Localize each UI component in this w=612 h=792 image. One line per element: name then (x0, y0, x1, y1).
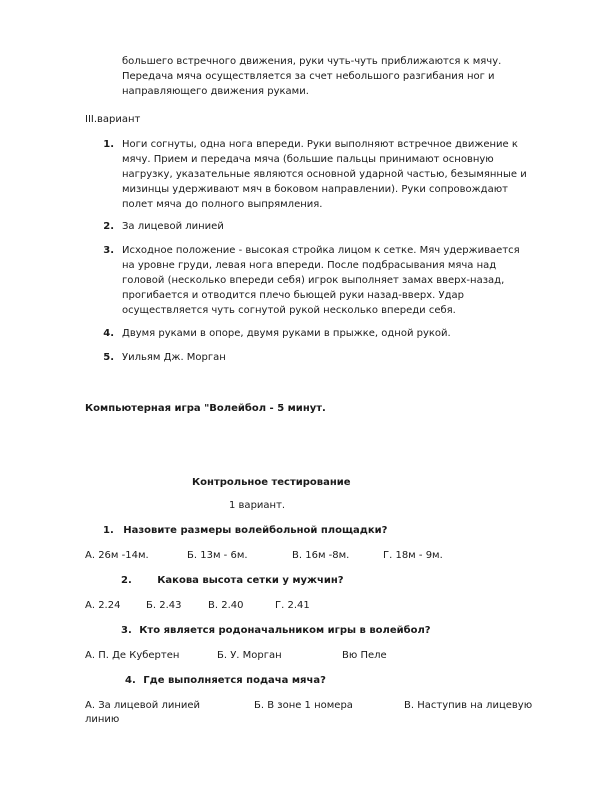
answer-number: 2. (103, 221, 114, 232)
computer-game-line: Компьютерная игра "Волейбол - 5 минут. (85, 403, 326, 414)
question-1-options (0, 548, 612, 563)
text-line: Передача мяча осуществляется за счет небольшого разгибания ног и (122, 71, 495, 82)
option: А. За лицевой линией (85, 700, 201, 711)
test-title: Контрольное тестирование (192, 477, 351, 488)
option: Г. 2.41 (275, 600, 310, 611)
answer-1-text (122, 137, 527, 212)
option: Вю Пеле (342, 650, 387, 661)
question-text: Назовите размеры волейбольной площадки? (123, 525, 388, 536)
text-line: большего встречного движения, руки чуть-чуть приближаются к мячу. (122, 56, 502, 67)
text-line: прогибается и отводится плечо бьющей руки назад-вверх. Удар (122, 290, 464, 301)
question-1 (103, 523, 387, 538)
question-4-options (0, 698, 612, 713)
option: А. 2.24 (85, 600, 121, 611)
text-line: мячу. Прием и передача мяча (большие пальцы принимают основную (122, 154, 494, 165)
answer-number: 5. (103, 352, 114, 363)
option: Б. В зоне 1 номера (254, 700, 353, 711)
text-line: Ноги согнуты, одна нога впереди. Руки выполняют встречное движение к (122, 139, 518, 150)
answer-4-text: Двумя руками в опоре, двумя руками в прыжке, одной рукой. (122, 328, 451, 339)
question-number: 1. (103, 525, 114, 536)
question-text: Какова высота сетки у мужчин? (157, 575, 344, 586)
question-4 (125, 673, 326, 688)
question-text: Кто является родоначальником игры в волейбол? (139, 625, 431, 636)
option: Б. У. Морган (217, 650, 282, 661)
continuation-paragraph (122, 54, 501, 99)
text-line: головой (несколько впереди себя) игрок выполняет замах вверх-назад, (122, 275, 505, 286)
text-line: мизинцы удерживают мяч в боковом направлении). Руки сопровождают (122, 184, 508, 195)
option-wrap-line: линию (85, 714, 120, 725)
answer-number: 4. (103, 328, 114, 339)
question-3-options (0, 648, 612, 663)
question-number: 4. (125, 675, 136, 686)
question-3 (121, 623, 431, 638)
answer-5-text: Уильям Дж. Морган (122, 352, 226, 363)
question-2 (121, 573, 344, 588)
question-2-options (0, 598, 612, 613)
variant-3-heading: III.вариант (85, 114, 141, 125)
text-line: полет мяча до полного выпрямления. (122, 199, 323, 210)
question-text: Где выполняется подача мяча? (143, 675, 326, 686)
text-line: нагрузку, указательные являются основной ударной частью, безымянные и (122, 169, 527, 180)
answer-3-text (122, 243, 520, 318)
option: Г. 18м - 9м. (383, 550, 443, 561)
text-line: осуществляется чуть согнутой рукой несколько впереди себя. (122, 305, 456, 316)
text-line: на уровне груди, левая нога впереди. После подбрасывания мяча над (122, 260, 497, 271)
answer-number: 1. (103, 139, 114, 150)
option: А. П. Де Кубертен (85, 650, 180, 661)
option: В. 16м -8м. (292, 550, 350, 561)
option: Б. 13м - 6м. (187, 550, 248, 561)
test-variant: 1 вариант. (229, 500, 286, 511)
answer-2-text: За лицевой линией (122, 221, 224, 232)
question-number: 3. (121, 625, 132, 636)
option: В. 2.40 (208, 600, 244, 611)
answer-number: 3. (103, 245, 114, 256)
text-line: направляющего движения руками. (122, 86, 309, 97)
text-line: Исходное положение - высокая стройка лицом к сетке. Мяч удерживается (122, 245, 520, 256)
option: Б. 2.43 (146, 600, 182, 611)
question-number: 2. (121, 575, 132, 586)
option: В. Наступив на лицевую (404, 700, 533, 711)
option: А. 26м -14м. (85, 550, 149, 561)
